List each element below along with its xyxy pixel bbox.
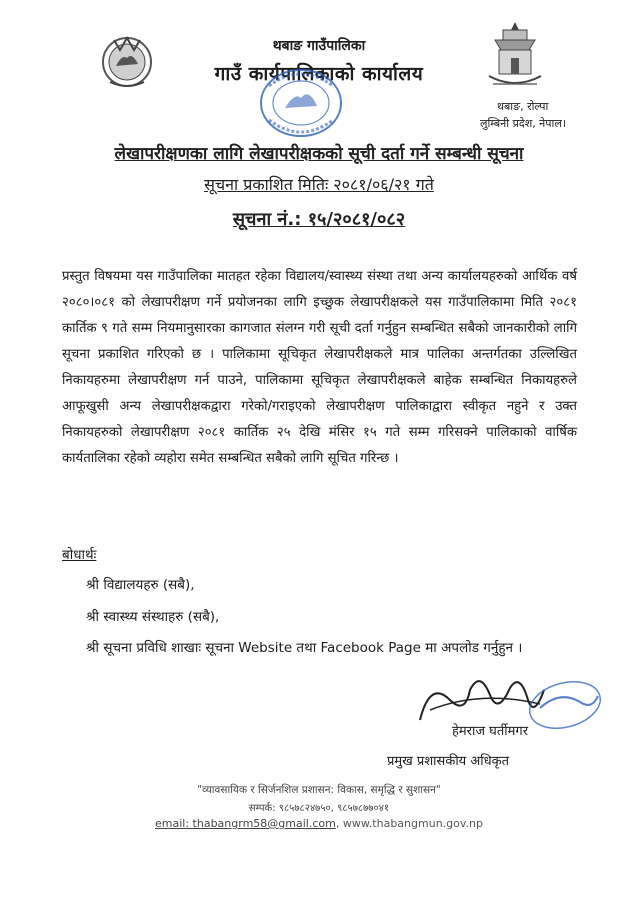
footer-web [0, 817, 638, 830]
notice-title: लेखापरीक्षणका लागि लेखापरीक्षकको सूची दर्ता गर्ने सम्बन्धी सूचना [114, 144, 524, 164]
notice-published-date: सूचना प्रकाशित मितिः २०८१/०६/२१ गते [204, 175, 434, 194]
address-province: लुम्बिनी प्रदेश, नेपाल। [480, 117, 567, 130]
recipient-item: श्री स्वास्थ्य संस्थाहरु (सबै), [86, 609, 220, 625]
footer-contact: सम्पर्क: ९८५७८२४७५०, ९८५७८७७०४१ [248, 803, 390, 814]
notice-number: सूचना नं.: १५/२०८१/०८२ [232, 209, 406, 230]
recipient-item: श्री विद्यालयहरु (सबै), [86, 577, 195, 593]
footer-email[interactable]: email: thabangrm58@gmail.com [155, 817, 336, 830]
municipality-name: थबाङ गाउँपालिका [272, 38, 366, 54]
footer-slogan: "व्यावसायिक र सिर्जनशिल प्रशासन: विकास, समृद्धि र सुशासन" [197, 784, 441, 796]
footer-website[interactable]: , www.thabangmun.gov.np [335, 817, 483, 830]
address-district: थबाङ, रोल्पा [497, 100, 549, 113]
recipient-item: श्री सूचना प्रविधि शाखाः सूचना Website तथा Facebook Page मा अपलोड गर्नुहुन । [86, 640, 523, 656]
signatory-title: प्रमुख प्रशासकीय अधिकृत [387, 754, 510, 769]
signatory-name: हेमराज घर्तीमगर [452, 724, 529, 739]
notice-body-paragraph: प्रस्तुत विषयमा यस गाउँपालिका मातहत रहेका विद्यालय/स्वास्थ्य संस्था तथा अन्य कार्यालयहरुको आर्थिक वर्ष २०८०।०८१ को लेखापरीक्षण गर्ने प्रयोजनका लागि इच्छुक लेखापरीक्षकले यस गाउँपालिकामा मिति २०८१ कार्तिक ९ गते सम्म नियमानुसारका कागजात संलग्न गरी सूची दर्ता गर्नुहुन सम्बन्धित सबैको जानकारीको लागि सूचना प्रकाशित गरिएको छ । पालिकामा सूचिकृत लेखापरीक्षकले मात्र पालिका अन्तर्गतका उल्लिखित निकायहरुमा लेखापरीक्षण गर्न पाउने, पालिकामा सूचिकृत लेखापरीक्षकले बाहेक सम्बन्धित निकायहरुले आफूखुसी अन्य लेखापरीक्षकद्वारा गरेको/गराइएको लेखापरीक्षण पालिकाद्वारा स्वीकृत नहुने र उक्त निकायहरुको लेखापरीक्षण २०८१ कार्तिक २५ देखि मंसिर १५ गते सम्म गरिसक्ने पालिकाको वार्षिक कार्यतालिका रहेको व्यहोरा समेत सम्बन्धित सबैको लागि सूचित गरिन्छ । [62, 269, 577, 466]
office-stamp-icon [255, 66, 347, 140]
bodhartha-heading: बोधार्थः [62, 547, 97, 563]
office-name: गाउँ कार्यपालिकाको कार्यालय [214, 63, 424, 85]
